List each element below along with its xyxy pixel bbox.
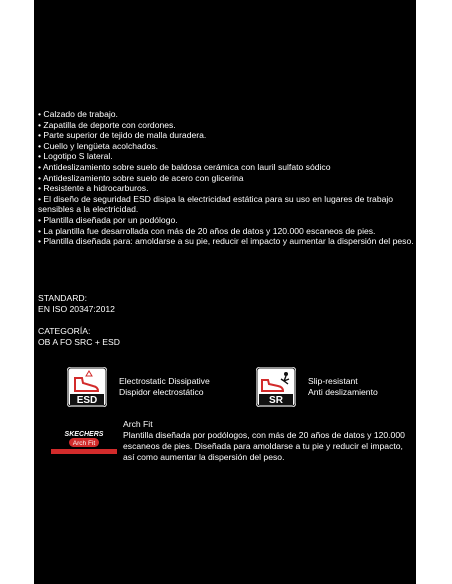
feature-item: • Calzado de trabajo. xyxy=(38,109,118,119)
feature-item: • Antideslizamiento sobre suelo de baldosa cerámica con lauril sulfato sódico xyxy=(38,161,331,172)
slip-resistant-badge-icon xyxy=(256,367,296,407)
category-section xyxy=(38,326,338,347)
feature-item: • Zapatilla de deporte con cordones. xyxy=(38,119,176,130)
product-details-panel xyxy=(34,0,416,584)
archfit-logo-icon xyxy=(49,428,119,458)
feature-list xyxy=(38,109,414,247)
esd-badge-icon xyxy=(67,367,107,407)
feature-item: • Resistente a hidrocarburos. xyxy=(38,183,149,194)
archfit-logo-name: Arch Fit xyxy=(72,440,96,447)
sr-title: Slip-resistant xyxy=(308,376,358,386)
archfit-logo-brand: SKECHERS xyxy=(64,431,104,438)
esd-certification xyxy=(67,367,210,407)
standard-section xyxy=(38,293,338,314)
archfit-section xyxy=(123,419,409,463)
feature-item: • Antideslizamiento sobre suelo de acero con glicerina xyxy=(38,172,244,183)
standard-label: STANDARD: xyxy=(38,293,88,303)
feature-item: • Plantilla diseñada por un podólogo. xyxy=(38,214,178,225)
feature-item: • Plantilla diseñada para: amoldarse a su pie, reducir el impacto y aumentar la dispersión del peso. xyxy=(38,236,414,247)
esd-title: Electrostatic Dissipative xyxy=(119,376,210,386)
esd-badge-text: ESD xyxy=(76,395,98,406)
archfit-title: Arch Fit xyxy=(123,419,153,429)
sr-subtitle: Anti deslizamiento xyxy=(308,387,378,397)
sr-badge-text: SR xyxy=(269,395,283,406)
archfit-description: Plantilla diseñada por podólogos, con más de 20 años de datos y 120.000 escaneos de pies. Diseñada para amoldarse a tu pie y reducir el impacto, así como aumentar la dispersión del peso. xyxy=(123,430,405,462)
feature-item: • Parte superior de tejido de malla duradera. xyxy=(38,130,207,141)
category-label: CATEGORÍA: xyxy=(38,326,91,336)
feature-item: • El diseño de seguridad ESD disipa la electricidad estática para su uso en lugares de trabajo sensibles a la electricidad. xyxy=(38,193,394,215)
feature-item: • Cuello y lengüeta acolchados. xyxy=(38,140,159,151)
sr-certification xyxy=(256,367,378,407)
feature-item: • La plantilla fue desarrollada con más de 20 años de datos y 120.000 escaneos de pies. xyxy=(38,225,376,236)
standard-value: EN ISO 20347:2012 xyxy=(38,303,115,314)
feature-item: • Logotipo S lateral. xyxy=(38,151,113,162)
category-value: OB A FO SRC + ESD xyxy=(38,336,120,347)
esd-subtitle: Dispidor electrostático xyxy=(119,387,204,397)
